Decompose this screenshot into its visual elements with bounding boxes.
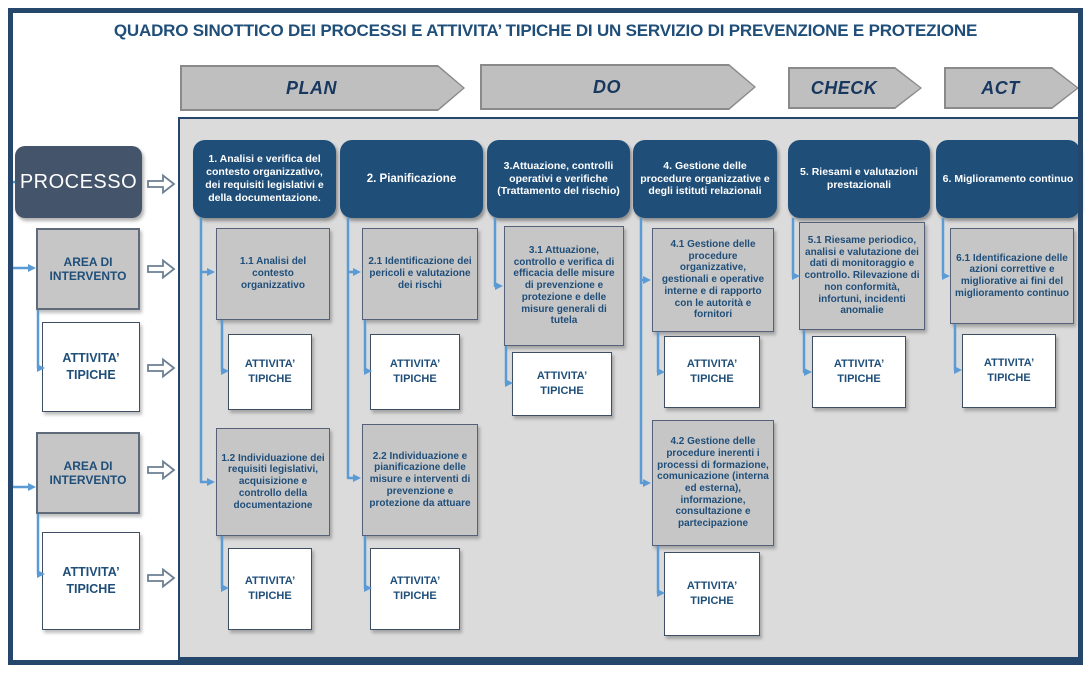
column-header-6: 6. Miglioramento continuo — [936, 140, 1080, 218]
column-header-4: 4. Gestione delle procedure organizzative e degli istituti relazionali — [633, 140, 777, 218]
column-header-1: 1. Analisi e verifica del contesto organizzativo, dei requisiti legislativi e della documentazione. — [193, 140, 336, 218]
area-intervento-box-1: AREA DI INTERVENTO — [36, 228, 140, 310]
attivita-tipiche-box-4a: ATTIVITA’ TIPICHE — [664, 336, 760, 408]
attivita-tipiche-rail-box-2: ATTIVITA’ TIPICHE — [42, 532, 140, 630]
column-header-3: 3.Attuazione, controlli operativi e verifiche (Trattamento del rischio) — [487, 140, 630, 218]
banner-do-label: DO — [593, 76, 621, 97]
column-header-2: 2. Pianificazione — [340, 140, 483, 218]
subprocess-box-1-2: 1.2 Individuazione dei requisiti legislativi, acquisizione e controllo della documentazione — [216, 428, 330, 536]
attivita-tipiche-box-3: ATTIVITA’ TIPICHE — [512, 352, 612, 416]
subprocess-box-4-2: 4.2 Gestione delle procedure inerenti i processi di formazione, comunicazione (interna ed esterna), informazione, consultazione e partecipazione — [652, 420, 774, 546]
banner-act — [944, 67, 1079, 109]
block-arrow-icon — [146, 356, 176, 380]
subprocess-box-5-1: 5.1 Riesame periodico, analisi e valutazione dei dati di monitoraggio e controllo. Rilevazione di non conformità, infortuni, incidenti anomalie — [799, 222, 925, 330]
subprocess-box-2-2: 2.2 Individuazione e pianificazione delle misure e interventi di prevenzione e protezione da attuare — [362, 424, 478, 536]
attivita-tipiche-box-1b: ATTIVITA’ TIPICHE — [228, 548, 312, 630]
banner-check-label: CHECK — [810, 77, 878, 98]
block-arrow-icon — [146, 458, 176, 482]
banner-do — [480, 64, 756, 110]
block-arrow-icon — [146, 172, 176, 196]
attivita-tipiche-box-5: ATTIVITA’ TIPICHE — [812, 336, 906, 408]
subprocess-box-4-1: 4.1 Gestione delle procedure organizzative, gestionali e operative interne e di rapporto con le autorità e fornitori — [652, 228, 774, 332]
attivita-tipiche-box-6: ATTIVITA’ TIPICHE — [962, 334, 1056, 408]
page-title: QUADRO SINOTTICO DEI PROCESSI E ATTIVITA’ TIPICHE DI UN SERVIZIO DI PREVENZIONE E PROTEZIONE — [113, 21, 978, 40]
subprocess-box-2-1: 2.1 Identificazione dei pericoli e valutazione dei rischi — [362, 228, 478, 320]
banner-plan-label: PLAN — [286, 77, 337, 98]
processo-box: PROCESSO — [15, 146, 142, 218]
block-arrow-icon — [146, 566, 176, 590]
attivita-tipiche-box-1a: ATTIVITA’ TIPICHE — [228, 334, 312, 410]
banner-act-label: ACT — [981, 77, 1020, 98]
area-intervento-box-2: AREA DI INTERVENTO — [36, 432, 140, 514]
subprocess-box-6-1: 6.1 Identificazione delle azioni correttive e migliorative ai fini del miglioramento continuo — [950, 228, 1074, 324]
subprocess-box-1-1: 1.1 Analisi del contesto organizzativo — [216, 228, 330, 320]
attivita-tipiche-rail-box-1: ATTIVITA’ TIPICHE — [42, 322, 140, 412]
subprocess-box-3-1: 3.1 Attuazione, controllo e verifica di efficacia delle misure di prevenzione e protezione e delle misure generali di tutela — [504, 226, 624, 346]
block-arrow-icon — [146, 257, 176, 281]
column-header-5: 5. Riesami e valutazioni prestazionali — [788, 140, 930, 218]
attivita-tipiche-box-2b: ATTIVITA’ TIPICHE — [370, 548, 460, 630]
banner-check — [788, 67, 922, 109]
attivita-tipiche-box-4b: ATTIVITA’ TIPICHE — [664, 552, 760, 636]
banner-plan — [180, 65, 465, 111]
attivita-tipiche-box-2a: ATTIVITA’ TIPICHE — [370, 334, 460, 410]
